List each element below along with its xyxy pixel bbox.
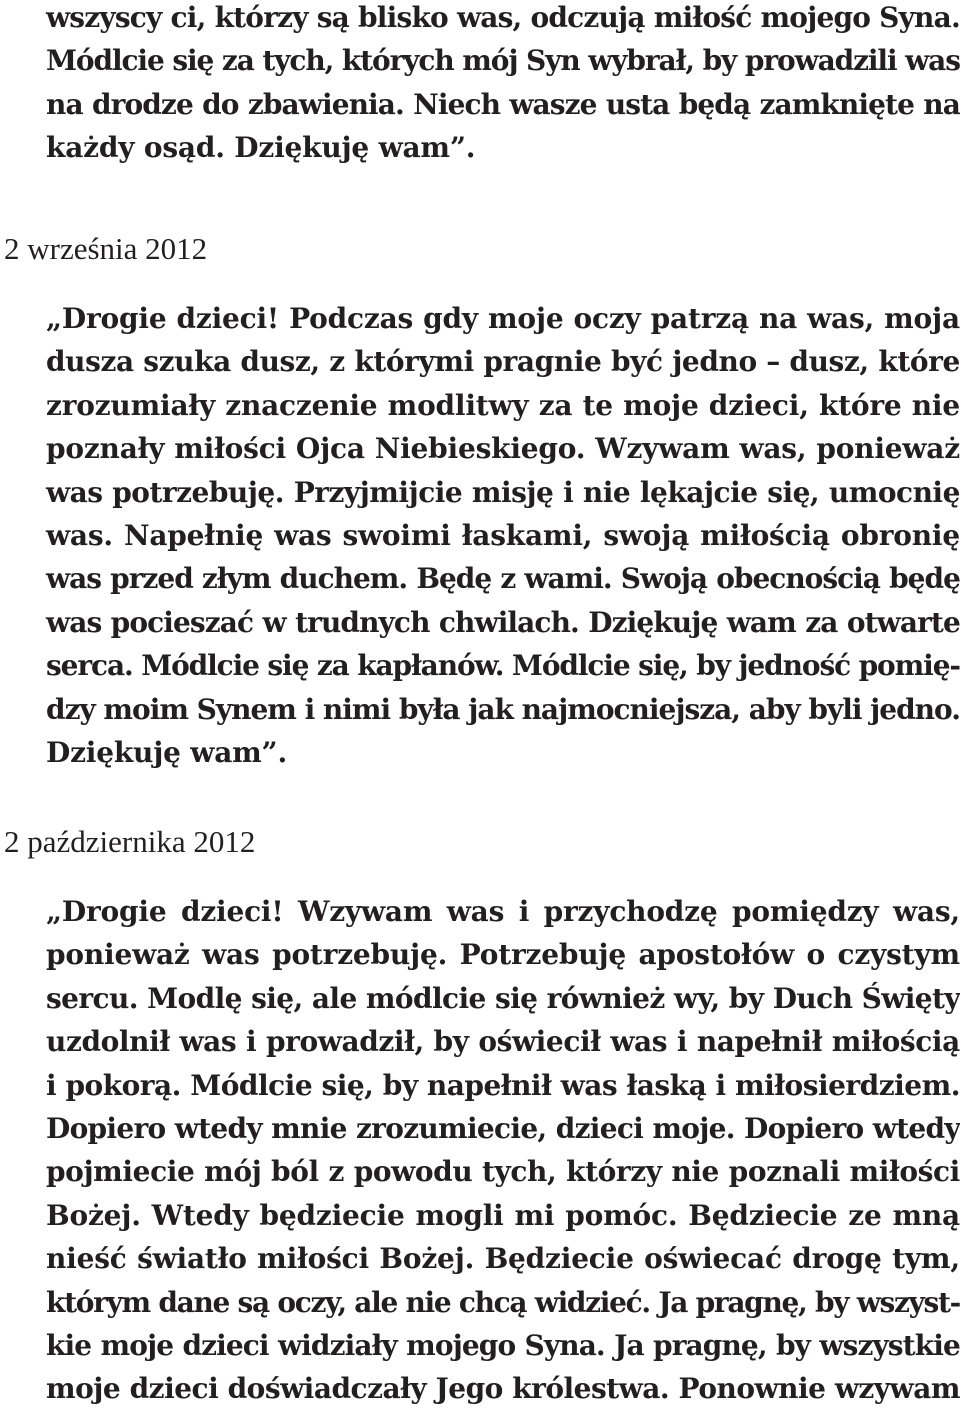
text-line: was potrzebuję. Przyjmijcie misję i nie lękajcie się, umocnię [46, 475, 960, 509]
text-line: was pocieszać w trudnych chwilach. Dziękuję wam za otwarte [46, 605, 960, 639]
text-line: zrozumiały znaczenie modlitwy za te moje dzieci, które nie [46, 388, 960, 422]
text-line: pojmiecie mój ból z powodu tych, którzy nie poznali miłości [46, 1155, 960, 1189]
text-line: każdy osąd. Dziękuję wam”. [46, 131, 476, 165]
text-line: dzy moim Synem i nimi była jak najmocniejsza, aby byli jedno. [46, 692, 960, 726]
text-line: uzdolnił was i prowadził, by oświecił was i napełnił miłością [46, 1025, 960, 1059]
text-line: ponieważ was potrzebuję. Potrzebuję apostołów o czystym [46, 938, 960, 972]
text-line: „Drogie dzieci! Wzywam was i przychodzę pomiędzy was, [46, 895, 960, 928]
text-line: moje dzieci doświadczały Jego królestwa. Ponownie wzywam [46, 1372, 960, 1406]
text-line: Dziękuję wam”. [46, 736, 288, 770]
text-line: was. Napełnię was swoimi łaskami, swoją miłością obronię [46, 519, 960, 553]
text-line: poznały miłości Ojca Niebieskiego. Wzywam was, ponieważ [46, 432, 960, 466]
text-line: was przed złym duchem. Będę z wami. Swoją obecnością będę [46, 562, 960, 596]
text-line: kie moje dzieci widziały mojego Syna. Ja pragnę, by wszystkie [46, 1329, 960, 1363]
text-line: wszyscy ci, którzy są blisko was, odczują miłość mojego Syna. [46, 1, 960, 34]
text-line: Bożej. Wtedy będziecie mogli mi pomóc. Będziecie ze mną [46, 1198, 960, 1232]
date-heading-2: 2 października 2012 [4, 824, 256, 859]
text-line: serca. Módlcie się za kapłanów. Módlcie się, by jedność pomię- [46, 649, 960, 683]
text-line: sercu. Modlę się, ale módlcie się również wy, by Duch Święty [46, 981, 960, 1015]
text-line: i pokorą. Módlcie się, by napełnił was łaską i miłosierdziem. [46, 1068, 960, 1102]
paragraph-3 [46, 890, 960, 1411]
text-line: „Drogie dzieci! Podczas gdy moje oczy patrzą na was, moja [46, 302, 960, 335]
text-line: nieść światło miłości Bożej. Będziecie oświecać drogę tym, [46, 1242, 960, 1276]
text-line: na drodze do zbawienia. Niech wasze usta będą zamknięte na [46, 87, 960, 121]
text-line: Módlcie się za tych, których mój Syn wybrał, by prowadzili was [46, 44, 960, 78]
paragraph-1 [46, 0, 960, 170]
date-heading-1: 2 września 2012 [4, 231, 208, 266]
text-line: Dopiero wtedy mnie zrozumiecie, dzieci moje. Dopiero wtedy [46, 1112, 960, 1146]
text-line: którym dane są oczy, ale nie chcą widzieć. Ja pragnę, by wszyst- [46, 1285, 960, 1319]
paragraph-2 [46, 297, 960, 774]
text-line: dusza szuka dusz, z którymi pragnie być jedno – dusz, które [46, 345, 960, 379]
